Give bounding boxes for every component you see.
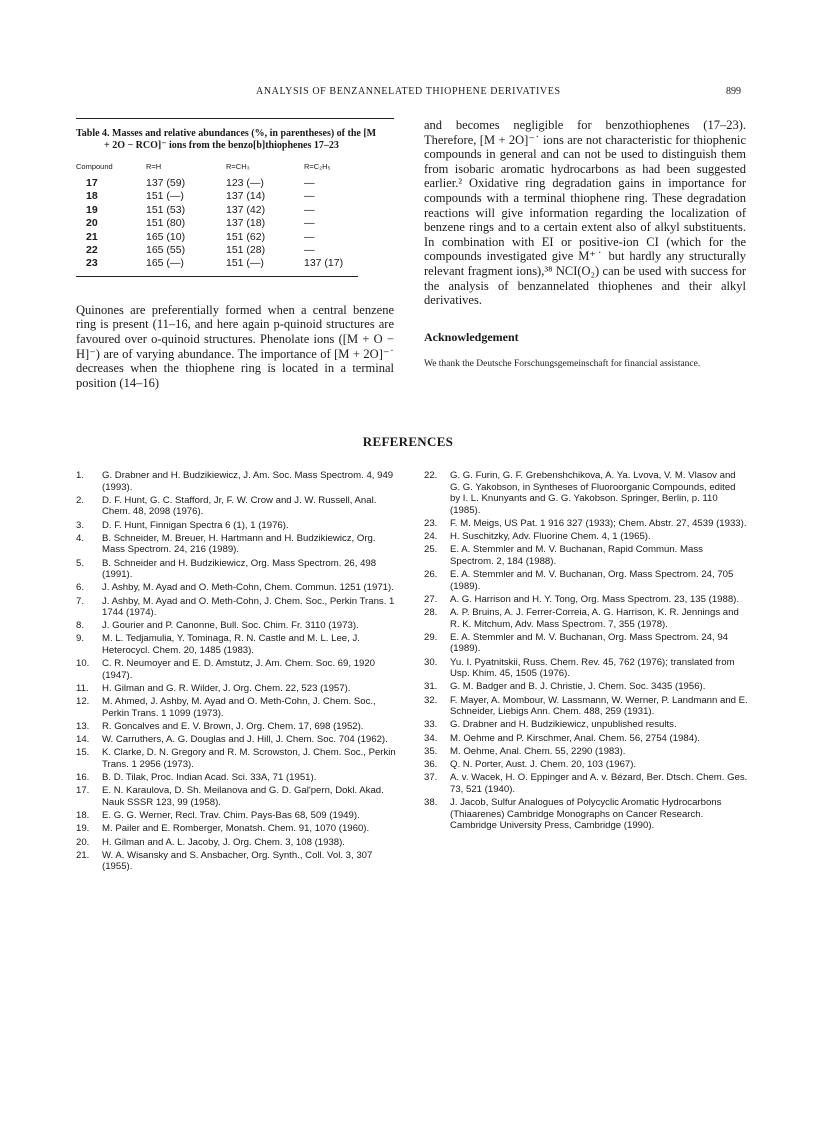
reference-item bbox=[424, 531, 748, 543]
left-column bbox=[76, 118, 394, 403]
acknowledgement-heading: Acknowledgement bbox=[424, 329, 519, 344]
reference-item bbox=[76, 558, 396, 581]
reference-item bbox=[424, 733, 748, 745]
body-paragraph-left: Quinones are preferentially formed when a central benzene ring is present (11–16, and here again p-quinoid structures are favoured over o-quinoid structures. Phenolate ions ([M + O − H]⁻) are of varying abundance. The importance of [M + 2O]⁻˙ decreases when the thiophene ring is located in a terminal position (14–16) bbox=[76, 302, 394, 390]
reference-item bbox=[76, 785, 396, 808]
table-cell: 165 (10) bbox=[146, 230, 186, 243]
references-heading: REFERENCES bbox=[362, 434, 454, 449]
running-title: ANALYSIS OF BENZANNELATED THIOPHENE DERIVATIVES bbox=[256, 86, 561, 97]
column-header: R=CH₃ bbox=[226, 162, 250, 171]
table-row bbox=[76, 257, 358, 270]
reference-item bbox=[76, 721, 396, 733]
reference-number: 9. bbox=[76, 633, 85, 645]
table-cell: 151 (—) bbox=[226, 257, 264, 270]
reference-item bbox=[76, 658, 396, 681]
reference-number: 21. bbox=[76, 849, 90, 861]
reference-text: E. A. Stemmler and M. V. Buchanan, Org. Mass Spectrom. 24, 94 (1989). bbox=[450, 631, 728, 655]
table-cell: 165 (55) bbox=[146, 244, 186, 257]
reference-text: H. Suschitzky, Adv. Fluorine Chem. 4, 1 (1965). bbox=[450, 531, 651, 543]
reference-number: 2. bbox=[76, 494, 85, 506]
reference-number: 18. bbox=[76, 810, 90, 822]
compound-id: 21 bbox=[86, 230, 98, 243]
table-cell: 137 (42) bbox=[226, 203, 266, 216]
reference-text: R. Goncalves and E. V. Brown, J. Org. Chem. 17, 698 (1952). bbox=[102, 721, 364, 732]
compound-id: 18 bbox=[86, 190, 98, 203]
reference-text: B. Schneider and H. Budzikiewicz, Org. Mass Spectrom. 26, 498 (1991). bbox=[102, 557, 377, 581]
reference-text: D. F. Hunt, G. C. Stafford, Jr, F. W. Crow and J. W. Russell, Anal. Chem. 48, 2098 (1976). bbox=[102, 494, 377, 518]
reference-item bbox=[424, 695, 748, 718]
reference-number: 20. bbox=[76, 836, 90, 848]
reference-item bbox=[76, 823, 396, 835]
reference-item bbox=[76, 520, 396, 532]
reference-number: 6. bbox=[76, 582, 85, 594]
reference-number: 8. bbox=[76, 620, 85, 632]
reference-text: M. Oehme, Anal. Chem. 55, 2290 (1983). bbox=[450, 745, 626, 757]
reference-number: 19. bbox=[76, 823, 90, 835]
compound-id: 17 bbox=[86, 177, 98, 189]
reference-number: 28. bbox=[424, 607, 438, 619]
table-row bbox=[76, 177, 358, 190]
reference-text: H. Gilman and A. L. Jacoby, J. Org. Chem. 3, 108 (1938). bbox=[102, 836, 345, 848]
compound-id: 19 bbox=[86, 203, 98, 216]
reference-text: G. Drabner and H. Budzikiewicz, J. Am. Soc. Mass Spectrom. 4, 949 (1993). bbox=[102, 470, 394, 493]
reference-number: 26. bbox=[424, 569, 438, 581]
reference-text: A. v. Wacek, H. O. Eppinger and A. v. Bézard, Ber. Dtsch. Chem. Ges. 73, 521 (1940). bbox=[450, 772, 748, 795]
reference-number: 4. bbox=[76, 532, 85, 544]
reference-number: 29. bbox=[424, 631, 438, 643]
table-label: Table 4. bbox=[76, 128, 110, 139]
reference-number: 13. bbox=[76, 721, 90, 732]
table-bottom-rule bbox=[76, 276, 358, 277]
reference-item bbox=[76, 837, 396, 849]
table-cell: 137 (14) bbox=[226, 190, 266, 203]
reference-item bbox=[424, 657, 748, 680]
references-list-left bbox=[76, 470, 396, 874]
table-cell: — bbox=[304, 244, 315, 257]
compound-id: 23 bbox=[86, 257, 98, 270]
table-cell: 137 (18) bbox=[226, 217, 266, 230]
acknowledgement-text: We thank the Deutsche Forschungsgemeinschaft for financial assistance. bbox=[424, 358, 701, 369]
column-header: R=H bbox=[146, 162, 162, 171]
table-cell: — bbox=[304, 230, 315, 243]
reference-number: 31. bbox=[424, 681, 438, 693]
reference-text: B. Schneider, M. Breuer, H. Hartmann and H. Budzikiewicz, Org. Mass Spectrom. 24, 216 (1989). bbox=[102, 532, 376, 556]
table-row bbox=[76, 190, 358, 203]
reference-text: F. Mayer, A. Mombour, W. Lassmann, W. Werner, P. Landmann and E. Schneider, Liebigs Ann. Chem. 488, 259 (1931). bbox=[450, 694, 748, 718]
table-cell: 137 (59) bbox=[146, 177, 186, 189]
reference-item bbox=[76, 772, 396, 784]
reference-text: H. Gilman and G. R. Wilder, J. Org. Chem. 22, 523 (1957). bbox=[102, 683, 351, 695]
reference-item bbox=[424, 772, 748, 795]
reference-text: K. Clarke, D. N. Gregory and R. M. Scrowston, J. Chem. Soc., Perkin Trans. 1 2956 (1973). bbox=[102, 747, 396, 770]
reference-number: 16. bbox=[76, 772, 90, 784]
reference-number: 33. bbox=[424, 719, 438, 731]
reference-item bbox=[424, 518, 748, 530]
reference-text: C. R. Neumoyer and E. D. Amstutz, J. Am. Chem. Soc. 69, 1920 (1947). bbox=[102, 658, 375, 681]
reference-text: A. G. Harrison and H. Y. Tong, Org. Mass Spectrom. 23, 135 (1988). bbox=[450, 593, 740, 605]
page-number: 899 bbox=[726, 86, 741, 97]
reference-number: 37. bbox=[424, 772, 438, 784]
reference-text: A. P. Bruins, A. J. Ferrer-Correia, A. G. Harrison, K. R. Jennings and R. K. Mitchum, Adv. Mass Spectrom. 7, 355 (1978). bbox=[450, 607, 739, 630]
column-header: R=C₂H₅ bbox=[304, 162, 331, 171]
table-cell: 123 (—) bbox=[226, 177, 264, 189]
reference-text: W. Carruthers, A. G. Douglas and J. Hill, J. Chem. Soc. 704 (1962). bbox=[102, 734, 388, 746]
reference-number: 24. bbox=[424, 531, 438, 543]
table-cell: 137 (17) bbox=[304, 257, 344, 270]
table-cell: — bbox=[304, 190, 315, 203]
reference-number: 11. bbox=[76, 683, 89, 695]
references-list-right bbox=[424, 470, 748, 833]
table-caption bbox=[76, 128, 394, 152]
reference-number: 14. bbox=[76, 734, 90, 746]
reference-text: Yu. I. Pyatnitskii, Russ. Chem. Rev. 45, 762 (1976); translated from Usp. Khim. 45, 1505 (1976). bbox=[450, 656, 735, 680]
table-cell: 151 (62) bbox=[226, 230, 266, 243]
reference-number: 17. bbox=[76, 785, 90, 797]
reference-number: 32. bbox=[424, 694, 438, 706]
reference-text: E. G. G. Werner, Recl. Trav. Chim. Pays-Bas 68, 509 (1949). bbox=[102, 810, 360, 822]
reference-number: 7. bbox=[76, 595, 85, 607]
reference-text: G. Drabner and H. Budzikiewicz, unpublished results. bbox=[450, 719, 677, 731]
reference-text: F. M. Meigs, US Pat. 1 916 327 (1933); Chem. Abstr. 27, 4539 (1933). bbox=[450, 517, 747, 529]
reference-item bbox=[76, 495, 396, 518]
reference-item bbox=[76, 582, 396, 594]
reference-item bbox=[424, 759, 748, 771]
reference-text: D. F. Hunt, Finnigan Spectra 6 (1), 1 (1976). bbox=[102, 519, 289, 531]
reference-item bbox=[76, 734, 396, 746]
reference-number: 36. bbox=[424, 758, 438, 770]
reference-text: G. G. Furin, G. F. Grebenshchikova, A. Ya. Lvova, V. M. Vlasov and G. G. Yakobson, in Syntheses of Fluoroorganic Compounds, edited by I. L. Knunyants and G. G. Yakobson. Springer, Berlin, p. 110 (1985). bbox=[450, 470, 736, 516]
table-cell: — bbox=[304, 177, 315, 189]
table-top-rule bbox=[76, 118, 394, 119]
column-header: Compound bbox=[76, 162, 113, 171]
table-cell: 151 (80) bbox=[146, 217, 186, 230]
reference-number: 34. bbox=[424, 732, 438, 744]
reference-item bbox=[76, 696, 396, 719]
reference-text: J. Jacob, Sulfur Analogues of Polycyclic Aromatic Hydrocarbons (Thiaarenes) Cambridge Monographs on Cancer Research. Cambridge University Press, Cambridge (1990). bbox=[450, 796, 722, 832]
reference-text: E. N. Karaulova, D. Sh. Meilanova and G. D. Gal'pern, Dokl. Akad. Nauk SSSR 123, 99 (1958). bbox=[102, 785, 384, 808]
reference-text: J. Ashby, M. Ayad and O. Meth-Cohn, J. Chem. Soc., Perkin Trans. 1 1744 (1974). bbox=[102, 595, 395, 619]
masses-table bbox=[76, 162, 358, 271]
table-cell: 151 (53) bbox=[146, 203, 186, 216]
reference-item bbox=[424, 797, 748, 832]
reference-text: Q. N. Porter, Aust. J. Chem. 20, 103 (1967). bbox=[450, 758, 637, 770]
table-row bbox=[76, 217, 358, 230]
reference-number: 27. bbox=[424, 593, 438, 605]
reference-item bbox=[424, 607, 748, 630]
reference-item bbox=[76, 850, 396, 873]
reference-text: M. Pailer and E. Romberger, Monatsh. Chem. 91, 1070 (1960). bbox=[102, 823, 370, 835]
reference-item bbox=[424, 719, 748, 731]
table-caption-text: Masses and relative abundances (%, in parentheses) of the [M + 2O − RCO]⁻ ions from the benzo[b]thiophenes 17–23 bbox=[104, 128, 377, 151]
body-paragraph-right: and becomes negligible for benzothiophenes (17–23). Therefore, [M + 2O]⁻˙ ions are not characteristic for thiophenic compounds in general and can not be used to distinguish them from isobaric aromatic hydrocarbons as had been suggested earlier.² Oxidative ring degradation gains in importance for compounds with a terminal thiophene ring. These degradation reactions will give information regarding the localization of benzene rings and to a certain extent also of alkyl substituents. In combination with EI or positive-ion CI (which for the compounds investigated give M⁺˙ but hardly any structurally relevant fragment ions),³⁸ NCI(O₂) can be used with success for the analysis of benzannelated thiophenes and their alkyl derivatives. bbox=[424, 118, 746, 308]
reference-text: E. A. Stemmler and M. V. Buchanan, Rapid Commun. Mass Spectrom. 2, 184 (1988). bbox=[450, 544, 703, 567]
reference-text: B. D. Tilak, Proc. Indian Acad. Sci. 33A, 71 (1951). bbox=[102, 772, 317, 784]
reference-item bbox=[76, 596, 396, 619]
reference-item bbox=[76, 470, 396, 493]
table-cell: 165 (—) bbox=[146, 257, 184, 270]
reference-number: 15. bbox=[76, 747, 90, 759]
right-column bbox=[424, 118, 746, 370]
reference-number: 22. bbox=[424, 470, 438, 481]
reference-number: 3. bbox=[76, 519, 85, 531]
reference-text: M. Ahmed, J. Ashby, M. Ayad and O. Meth-Cohn, J. Chem. Soc., Perkin Trans. 1 1099 (1973). bbox=[102, 696, 376, 719]
reference-item bbox=[76, 533, 396, 556]
reference-item bbox=[424, 569, 748, 592]
reference-item bbox=[76, 633, 396, 656]
reference-text: E. A. Stemmler and M. V. Buchanan, Org. Mass Spectrom. 24, 705 (1989). bbox=[450, 569, 734, 592]
reference-item bbox=[424, 594, 748, 606]
reference-item bbox=[424, 470, 748, 516]
reference-item bbox=[76, 747, 396, 770]
reference-text: M. Oehme and P. Kirschmer, Anal. Chem. 56, 2754 (1984). bbox=[450, 732, 700, 744]
running-header bbox=[0, 86, 816, 102]
reference-item bbox=[424, 544, 748, 567]
compound-id: 20 bbox=[86, 217, 98, 230]
table-row bbox=[76, 204, 358, 217]
table-row bbox=[76, 231, 358, 244]
reference-number: 1. bbox=[76, 470, 85, 481]
reference-text: J. Ashby, M. Ayad and O. Meth-Cohn, Chem. Commun. 1251 (1971). bbox=[102, 582, 394, 594]
reference-item bbox=[76, 810, 396, 822]
reference-number: 10. bbox=[76, 658, 90, 670]
reference-item bbox=[424, 746, 748, 758]
table-cell: 151 (28) bbox=[226, 244, 266, 257]
table-cell: — bbox=[304, 217, 315, 230]
reference-text: G. M. Badger and B. J. Christie, J. Chem. Soc. 3435 (1956). bbox=[450, 681, 706, 693]
table-header-row bbox=[76, 162, 358, 177]
table-cell: — bbox=[304, 203, 315, 216]
table-row bbox=[76, 244, 358, 257]
reference-item bbox=[76, 620, 396, 632]
reference-number: 12. bbox=[76, 696, 90, 708]
reference-number: 30. bbox=[424, 656, 438, 668]
reference-number: 25. bbox=[424, 544, 438, 556]
table-cell: 151 (—) bbox=[146, 190, 184, 203]
reference-item bbox=[424, 632, 748, 655]
reference-number: 23. bbox=[424, 517, 438, 529]
compound-id: 22 bbox=[86, 244, 98, 257]
reference-text: J. Gourier and P. Canonne, Bull. Soc. Chim. Fr. 3110 (1973). bbox=[102, 620, 359, 632]
reference-number: 38. bbox=[424, 796, 438, 808]
reference-number: 5. bbox=[76, 557, 85, 569]
reference-item bbox=[76, 683, 396, 695]
reference-text: M. L. Tedjamulia, Y. Tominaga, R. N. Castle and M. L. Lee, J. Heterocycl. Chem. 20, 1485 (1983). bbox=[102, 633, 360, 657]
reference-number: 35. bbox=[424, 745, 438, 757]
reference-item bbox=[424, 681, 748, 693]
reference-text: W. A. Wisansky and S. Ansbacher, Org. Synth., Coll. Vol. 3, 307 (1955). bbox=[102, 849, 373, 873]
